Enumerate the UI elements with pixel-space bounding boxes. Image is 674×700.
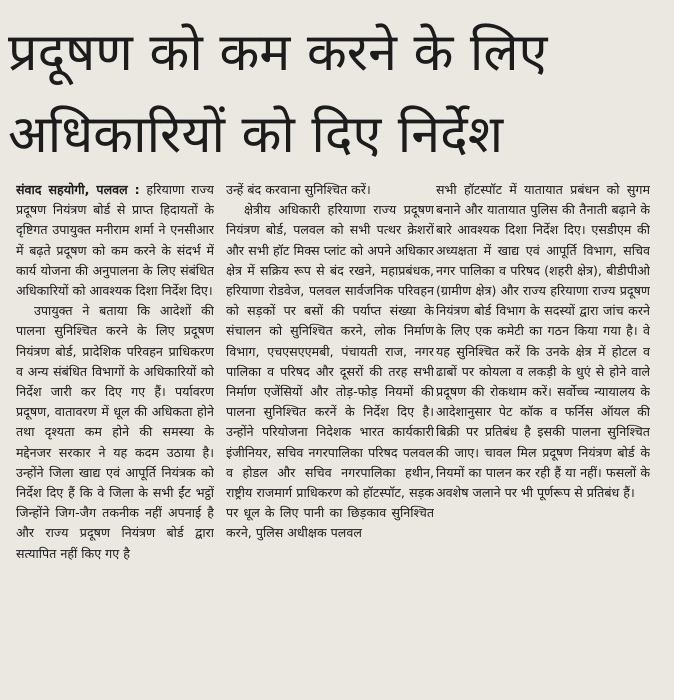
headline-line-2: अधिकारियों को दिए निर्देश [8, 105, 504, 165]
article-body [16, 180, 666, 698]
paragraph-text: हरियाणा राज्य प्रदूषण नियंत्रण बोर्ड से प्राप्त हिदायतों के दृष्टिगत उपायुक्त मनीराम शर्मा ने एनसीआर में बढ़ते प्रदूषण को कम करने के संदर्भ में कार्य योजना की अनुपालना के लिए संबंधित अधिकारियों को आवश्यक दिशा निर्देश दिए। [16, 182, 214, 299]
paragraph: उपायुक्त ने बताया कि आदेशों की पालना सुनिश्चित करने के लिए प्रदूषण नियंत्रण बोर्ड, प्रादेशिक परिवहन प्राधिकरण व अन्य संबंधित विभागों के अधिकारियों को निर्देश जारी कर दिए गए हैं। पर्यावरण प्रदूषण, वातावरण में धूल की अधिकता होने तथा दृश्यता कम होने की समस्या के मद्देनजर सरकार ने यह कदम उठाया है। उन्होंने जिला खाद्य एवं आपूर्ति नियंत्रक को निर्देश दिए हैं कि वे जिला के सभी ईंट भट्ठों जिन्होंने जिग-जैग तकनीक नहीं अपनाई है और राज्य प्रदूषण नियंत्रण बोर्ड द्वारा सत्यापित नहीं किए गए है [16, 303, 214, 561]
paragraph: क्षेत्रीय अधिकारी हरियाणा राज्य प्रदूषण नियंत्रण बोर्ड, पलवल को सभी पत्थर क्रेशरों और सभी हॉट मिक्स प्लांट को अपने अधिकार क्षेत्र में सक्रिय रूप से बंद रखने, महाप्रबंधक, हरियाणा रोडवेज, पलवल सार्वजनिक परिवहन को सड़कों पर बसों की पर्याप्त संख्या के संचालन को सुनिश्चित करने, लोक निर्माण विभाग, एचएसएएमबी, पंचायती राज, नगर पालिका व परिषद और दूसरों की तरह सभी निर्माण एजेंसियों और तोड़-फोड़ नियमों की पालना सुनिश्चित करनें के निर्देश दिए है। उन्होंने परियोजना निदेशक भारत कार्यकारी इंजीनियर, सचिव नगरपालिका परिषद पलवल व होडल और सचिव नगरपालिका हथीन, राष्ट्रीय राजमार्ग प्राधिकरण को हॉटस्पॉट, सड़क पर धूल के लिए पानी का छिड़काव सुनिश्चित करने, पुलिस अधीक्षक पलवल [226, 202, 434, 541]
headline-line-1: प्रदूषण को कम करने के लिए [8, 23, 548, 83]
article-column-3 [436, 180, 650, 698]
paragraph: उन्हें बंद करवाना सुनिश्चित करें। [226, 182, 371, 197]
article-column-2 [226, 180, 434, 698]
paragraph [16, 180, 214, 301]
paragraph: सभी हॉटस्पॉट में यातायात प्रबंधन को सुगम बनाने और यातायात पुलिस की तैनाती बढ़ाने के बारे आवश्यक दिशा निर्देश दिए। एसडीएम की अध्यक्षता में खाद्य एवं आपूर्ति विभाग, सचिव नगर पालिका व परिषद (शहरी क्षेत्र), बीडीपीओ (ग्रामीण क्षेत्र) और राज्य हरियाणा राज्य प्रदूषण नियंत्रण बोर्ड विभाग के सदस्यों द्वारा जांच करने के लिए एक कमेटी का गठन किया गया है। वे यह सुनिश्चित करें कि उनके क्षेत्र में होटल व ढाबों पर कोयला व लकड़ी के धुएं से होने वाले प्रदूषण की रोकथाम करें। सर्वोच्च न्यायालय के आदेशानुसार पेट कॉक व फर्निस ऑयल की बिक्री पर प्रतिबंध है इसकी पालना सुनिश्चित की जाए। चावल मिल प्रदूषण नियंत्रण बोर्ड के नियमों का पालन कर रही हैं या नहीं। फसलों के अवशेष जलाने पर भी पूर्णरूप से प्रतिबंध हैं। [436, 182, 650, 501]
article-column-1 [16, 180, 214, 698]
byline: संवाद सहयोगी, पलवल : [16, 182, 140, 197]
